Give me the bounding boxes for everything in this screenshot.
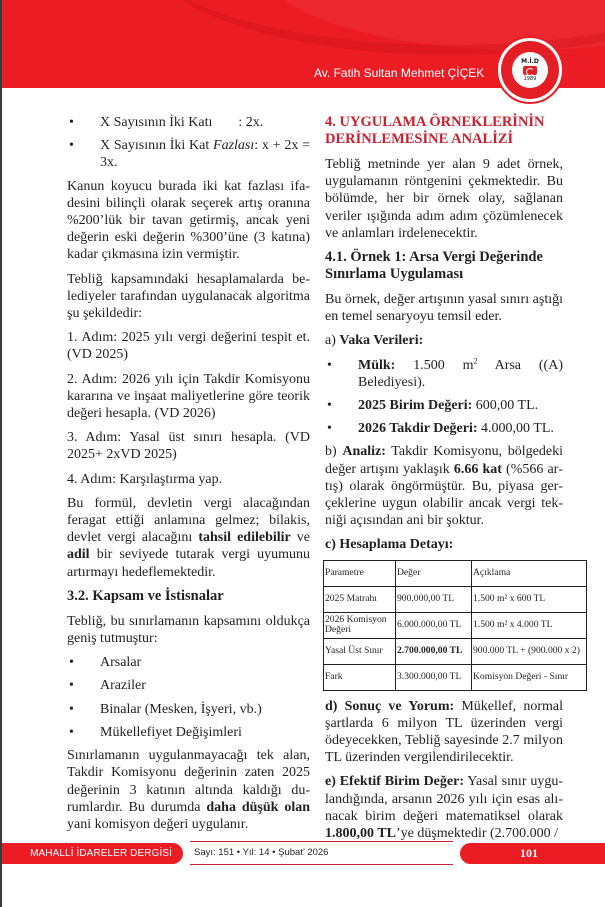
logo-year: 1989 <box>523 76 537 82</box>
paragraph: Tebliğ metninde yer alan 9 adet örnek, uygulamanın röntgenini çekmektedir. Bu bölümde, her bir örnek olay, sağlanan veriler ışığında adım adım çözümlenecek ve anlamları irdelenecektir. <box>325 157 563 241</box>
result-paragraph: d) Sonuç ve Yorum: Mükellef, normal şartlarda 6 milyon TL üzerinden vergi ödeyecekken, Tebliğ sayesinde 2.7 milyon TL üzerinden vergilendirilecektir. <box>325 698 563 766</box>
bullet-icon: • <box>327 357 332 373</box>
step-2: 2. Adım: 2026 yılı için Takdir Komisyonu kararına ve inşaat maliyetlerine göre teorik değeri hesapla. (VD 2026) <box>67 371 310 422</box>
section-heading: 4. UYGULAMA ÖRNEKLERİNİN DERİNLEMESİNE ANALİZİ <box>325 114 545 147</box>
table-cell: 1.500 m² x 600 TL <box>472 586 587 612</box>
page-edge <box>0 0 2 907</box>
table-cell: Fark <box>324 664 396 690</box>
bullet-icon: • <box>69 678 74 694</box>
effective-value-paragraph: e) Efektif Birim Değer: Yasal sınır uygulandığında, arsanın 2026 yılı için esas alınacak birim değeri matematiksel olarak 1.800,00 TL’ye düşmektedir (2.700.000 / <box>325 774 563 842</box>
subsection-heading: 4.1. Örnek 1: Arsa Vergi Değerinde Sınırlama Uygulaması <box>325 249 543 283</box>
right-column <box>325 114 580 849</box>
list-item: • Binalar (Mesken, İşyeri, vb.) <box>69 701 262 717</box>
list-item: • Arsalar <box>69 655 142 671</box>
list-item: • X Sayısının İki Kat Fazlası: x + 2x = 3x. <box>69 138 311 171</box>
table-cell: Yasal Üst Sınır <box>324 638 396 664</box>
bullet-icon: • <box>69 724 74 740</box>
bullet-icon: • <box>69 138 74 154</box>
association-logo-icon <box>496 36 564 104</box>
logo-core <box>512 52 548 88</box>
issue-info: Sayı: 151 • Yıl: 14 • Şubat’ 2026 <box>190 841 453 865</box>
bullet-value: 2x. <box>245 115 264 130</box>
bullet-icon: • <box>327 398 332 414</box>
table-row <box>324 664 587 690</box>
crescent-star-icon <box>523 66 537 75</box>
case-data-heading: a) Vaka Verileri: <box>325 333 424 349</box>
table-cell: 3.300.000,00 TL <box>396 664 472 690</box>
calc-heading: c) Hesaplama Detayı: <box>325 537 454 553</box>
left-column <box>67 114 310 840</box>
step-1: 1. Adım: 2025 yılı vergi değerini tespit et. (VD 2025) <box>67 330 310 363</box>
paragraph: Sınırlamanın uygulanmayacağı tek alan, Takdir Komisyonu değerinin zaten 2025 değerinin 3 katının altında kaldığı durumlardır. Bu durumda daha düşük olan yani komisyon değeri uygulanır. <box>67 748 310 832</box>
table-row <box>324 638 587 664</box>
table-row <box>324 586 587 612</box>
table-cell: 2.700.000,00 TL <box>396 638 472 664</box>
calculation-table <box>323 560 587 691</box>
author-name: Av. Fatih Sultan Mehmet ÇİÇEK <box>314 66 485 80</box>
list-item: • 2025 Birim Değeri: 600,00 TL. <box>327 398 539 414</box>
step-3: 3. Adım: Yasal üst sınırı hesapla. (VD 2025+ 2xVD 2025) <box>67 430 310 463</box>
list-item: • X Sayısının İki Katı : 2x. <box>69 115 264 130</box>
paragraph: Bu formül, devletin vergi alacağından feragat ettiği anlamına gelmez; bilakis, devlet vergi alacağını tahsil edilebilir ve adil bir seviyede tutarak vergi uyumunu artırmayı hedeflemektedir. <box>67 495 311 580</box>
logo-abbr: M.İ.D <box>521 58 539 65</box>
list-item: • Araziler <box>69 678 146 694</box>
table-cell: 900.000,00 TL <box>396 586 472 612</box>
paragraph: Tebliğ kapsamındaki hesaplamalarda belediyeler tarafından uygulanacak algoritma şu şekildedir: <box>67 271 310 322</box>
analysis-paragraph: b) Analiz: Takdir Komisyonu, bölgedeki değer artışını yaklaşık 6.66 kat (%566 artış) olarak öngörmüştür. Bu, piyasa gerçeklerine uygun olabilir ancak vergi tekniği açısından ani bir şoktur. <box>325 444 564 529</box>
table-cell: 2025 Matrahı <box>324 586 396 612</box>
paragraph: Kanun koyucu burada iki kat fazlası ifadesini bilinçli olarak seçerek artış oranına %200’lük bir tavan getirmiş, ancak yeni değerin eski değerin %300’üne (3 katına) kadar çıkmasına izin vermiştir. <box>67 178 310 263</box>
paragraph: Tebliğ, bu sınırlamanın kapsamını oldukça geniş tutmuştur: <box>67 613 310 647</box>
journal-name: MAHALLİ İDARELER DERGİSİ <box>2 843 183 864</box>
step-4: 4. Adım: Karşılaştırma yap. <box>67 471 223 487</box>
table-header: Parametre <box>324 560 396 586</box>
table-row <box>324 612 587 638</box>
list-item: • Mükellefiyet Değişimleri <box>69 724 242 740</box>
list-item: • 2026 Takdir Değeri: 4.000,00 TL. <box>327 421 554 437</box>
table-cell: 900.000 TL + (900.000 x 2) <box>472 638 587 664</box>
bullet-icon: • <box>69 655 74 671</box>
bullet-icon: • <box>69 115 74 130</box>
table-cell: 2026 Komisyon Değeri <box>324 612 396 638</box>
bullet-label: X Sayısının İki Katı <box>100 115 213 130</box>
table-header: Değer <box>396 560 472 586</box>
page-number: 101 <box>460 843 605 864</box>
logo-ring <box>501 41 559 99</box>
table-cell: 6.000.000,00 TL <box>396 612 472 638</box>
section-heading: 3.2. Kapsam ve İstisnalar <box>67 587 224 604</box>
list-item: • Mülk: 1.500 $m^2$ Arsa ((A) Belediyesi). <box>327 355 563 390</box>
bullet-icon: • <box>327 421 332 437</box>
paragraph: Bu örnek, değer artışının yasal sınırı aştığı en temel senaryoyu temsil eder. <box>325 292 563 325</box>
table-cell: 1.500 m² x 4.000 TL <box>472 612 587 638</box>
table-header-row <box>324 560 587 586</box>
table-cell: Komisyon Değeri - Sınır <box>472 664 587 690</box>
bullet-icon: • <box>69 701 74 717</box>
table-header: Açıklama <box>472 560 587 586</box>
